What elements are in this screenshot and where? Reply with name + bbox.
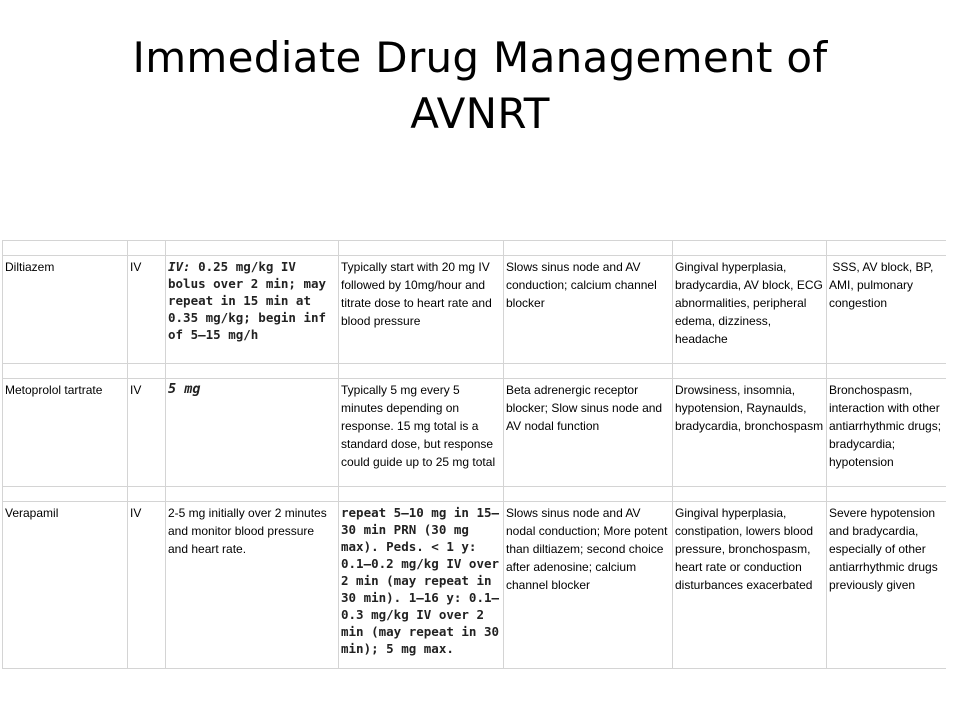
route: IV (128, 502, 166, 669)
drug-name: Metoprolol tartrate (3, 379, 128, 487)
drug-table (2, 240, 946, 669)
side-effects: Drowsiness, insomnia, hypotension, Raynaulds, bradycardia, bronchospasm (673, 379, 827, 487)
dose (166, 379, 339, 487)
table-row (3, 502, 947, 669)
slide-title (0, 30, 960, 142)
mechanism: Beta adrenergic receptor blocker; Slow sinus node and AV nodal function (504, 379, 673, 487)
mechanism: Slows sinus node and AV conduction; calcium channel blocker (504, 256, 673, 364)
table-row (3, 256, 947, 364)
administration: Typically start with 20 mg IV followed by 10mg/hour and titrate dose to heart rate and blood pressure (339, 256, 504, 364)
table-spacer-row (3, 487, 947, 502)
contraindications: Bronchospasm, interaction with other antiarrhythmic drugs; bradycardia; hypotension (827, 379, 947, 487)
mechanism: Slows sinus node and AV nodal conduction; More potent than diltiazem; second choice after adenosine; calcium channel blocker (504, 502, 673, 669)
drug-name: Diltiazem (3, 256, 128, 364)
slide-title-line2: AVNRT (410, 89, 550, 138)
dose (166, 256, 339, 364)
slide-title-line1: Immediate Drug Management of (132, 33, 828, 82)
contraindications: Severe hypotension and bradycardia, especially of other antiarrhythmic drugs previously given (827, 502, 947, 669)
dose: 2-5 mg initially over 2 minutes and monitor blood pressure and heart rate. (166, 502, 339, 669)
dose-prefix: IV: (168, 259, 191, 274)
side-effects: Gingival hyperplasia, bradycardia, AV block, ECG abnormalities, peripheral edema, dizziness, headache (673, 256, 827, 364)
table-row (3, 379, 947, 487)
table-spacer-row (3, 364, 947, 379)
dose-prefix: 5 mg (168, 381, 201, 397)
table-spacer-row (3, 241, 947, 256)
administration: repeat 5–10 mg in 15–30 min PRN (30 mg max). Peds. < 1 y: 0.1–0.2 mg/kg IV over 2 min (may repeat in 30 min). 1–16 y: 0.1–0.3 mg/kg IV over 2 min (may repeat in 30 min); 5 mg max. (339, 502, 504, 669)
dose-text: 0.25 mg/kg IV bolus over 2 min; may repeat in 15 min at 0.35 mg/kg; begin inf of 5–15 mg/h (168, 259, 327, 342)
contraindications: SSS, AV block, BP, AMI, pulmonary congestion (827, 256, 947, 364)
administration: Typically 5 mg every 5 minutes depending on response. 15 mg total is a standard dose, but response could guide up to 25 mg total (339, 379, 504, 487)
side-effects: Gingival hyperplasia, constipation, lowers blood pressure, bronchospasm, heart rate or conduction disturbances exacerbated (673, 502, 827, 669)
drug-name: Verapamil (3, 502, 128, 669)
drug-table-container (2, 240, 946, 681)
route: IV (128, 256, 166, 364)
route: IV (128, 379, 166, 487)
